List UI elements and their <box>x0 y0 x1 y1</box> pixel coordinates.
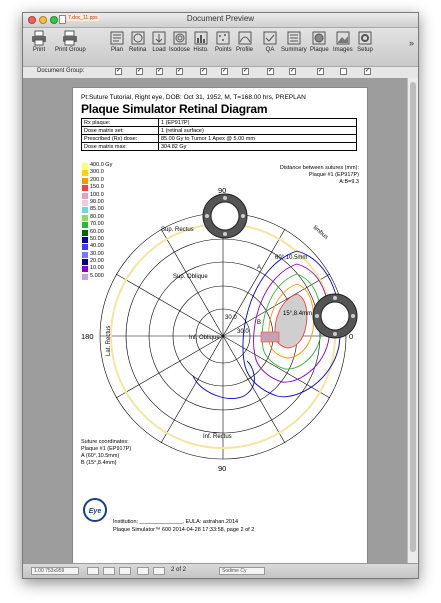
setup-icon <box>357 30 373 46</box>
group-checkbox-histo[interactable]: ✓ <box>201 68 207 74</box>
angle-label-top: 90 <box>218 186 227 195</box>
report-page: Pt:Suture Tutorial, Right eye, DOB: Oct 31, 1952, M, T=168.00 hrs, PREPLAN Plaque Simulator Retinal Diagram Rx plaque: 1 (EP917P) Dose matrix set: 1 (retinal surface) Prescribed (Rx) dose: 85.00 Gy to Tumor 1 Apex @ 5.00 mm Dose matrix max: 304.82 Gy 90 90 180 0 Sup. Rectus Sup. Oblique Inf. Oblique Inf. Rectus Lat. Rectus limbus 30.0 30.0 60°,10.5mm 15°,8.4mm A B 400.0 Gy 300.0 200.0 150.0 100.0 90.00 85.00 80.00 70.00 60.00 50.00 40.00 30.00 20.00 10.00 5.000 Distance between sutures (mm): Plaque #1 (EP917P) A:B=9.3 Suture coordinates: Plaque #1 (EP917P) A (60°,10.5mm) B (15°,8.4mm) Eye Institution: ______________, EULA: astrahan.2014 Plaque Simulator™ 600 2014-04-28 17:33:58, page 2 of 2 <box>72 87 368 565</box>
table-row: Rx plaque: 1 (EP917P) <box>82 119 357 127</box>
retinal-diagram <box>77 156 363 486</box>
window-title: Document Preview <box>186 14 255 23</box>
ring-label-1: 30.0 <box>225 315 237 321</box>
suture-b-label: 15°,8.4mm <box>283 311 313 317</box>
setup-button[interactable]: Setup <box>357 30 373 53</box>
zoom-out-button[interactable] <box>87 567 99 575</box>
report-title: Plaque Simulator Retinal Diagram <box>81 102 268 116</box>
bottom-status-bar <box>23 563 418 579</box>
ring-label-2: 30.0 <box>237 329 249 335</box>
points-button[interactable]: Points <box>215 30 232 53</box>
group-checkbox-retina[interactable]: ✓ <box>137 68 143 74</box>
plaque-a-suture-ring <box>203 194 247 238</box>
angle-label-right: 0 <box>349 332 354 341</box>
label-lat-rectus: Lat. Rectus <box>106 325 112 356</box>
plan-info-table <box>81 118 357 151</box>
group-checkbox-isodose[interactable]: ✓ <box>177 68 183 74</box>
qa-icon <box>262 30 278 46</box>
label-inf-oblique: Inf. Oblique <box>189 335 220 341</box>
group-checkbox-images[interactable] <box>340 68 347 75</box>
plan-icon <box>109 30 125 46</box>
table-row: Dose matrix set: 1 (retinal surface) <box>82 127 357 135</box>
summary-button[interactable]: Summary <box>281 30 307 53</box>
retina-icon <box>130 30 146 46</box>
profile-icon <box>237 30 253 46</box>
suture-a-label: 60°,10.5mm <box>275 255 308 261</box>
isodose-button[interactable]: Isodose <box>169 30 190 53</box>
document-preview-window <box>22 12 419 579</box>
plaque-icon <box>311 30 327 46</box>
images-icon <box>335 30 351 46</box>
printer-icon <box>31 30 47 46</box>
print-button[interactable]: Print <box>31 30 47 53</box>
document-group-label: Document Group: <box>37 68 85 74</box>
units-popup[interactable]: Sodime Cy <box>219 567 265 575</box>
suture-a-mark: A <box>257 265 262 271</box>
group-checkbox-plaque[interactable]: ✓ <box>318 68 324 74</box>
qa-button[interactable]: QA <box>262 30 278 53</box>
load-icon <box>151 30 167 46</box>
retina-button[interactable]: Retina <box>129 30 146 53</box>
tumor-base <box>261 332 279 342</box>
title-bar <box>23 13 418 28</box>
zoom-in-button[interactable] <box>119 567 131 575</box>
group-checkbox-profile[interactable]: ✓ <box>243 68 249 74</box>
table-row: Prescribed (Rx) dose: 85.00 Gy to Tumor 1 Apex @ 5.00 mm <box>82 135 357 143</box>
toolbar <box>23 28 418 66</box>
plaque-button[interactable]: Plaque <box>310 30 329 53</box>
document-tab-name: 7.doc_11.pps <box>68 15 98 21</box>
vertical-scrollbar[interactable] <box>407 78 419 563</box>
eye-physics-logo: Eye <box>83 498 107 522</box>
histogram-icon <box>193 30 209 46</box>
report-footer: Institution: ______________, EULA: astrahan.2014 Plaque Simulator™ 600 2014-04-28 17:33:58, page 2 of 2 <box>113 519 255 533</box>
label-sup-rectus: Sup. Rectus <box>161 227 194 233</box>
group-checkbox-plan[interactable]: ✓ <box>116 68 122 74</box>
label-limbus: limbus <box>311 224 329 241</box>
group-checkbox-setup[interactable]: ✓ <box>365 68 371 74</box>
angle-label-bottom: 90 <box>218 464 227 473</box>
label-sup-oblique: Sup. Oblique <box>173 274 208 280</box>
prev-page-button[interactable] <box>137 567 149 575</box>
toolbar-overflow-button[interactable]: » <box>408 38 414 48</box>
print-group-icon <box>62 30 78 46</box>
load-button[interactable]: Load <box>151 30 167 53</box>
zoom-fit-button[interactable] <box>103 567 115 575</box>
images-button[interactable]: Images <box>333 30 353 53</box>
scrollbar-thumb[interactable] <box>410 82 416 552</box>
print-group-button[interactable]: Print Group <box>55 30 86 53</box>
zoom-size-field[interactable]: 1.00 753x959 <box>31 567 79 575</box>
suture-distance-info: Distance between sutures (mm): Plaque #1 (EP917P) A:B=9.3 <box>279 165 359 185</box>
group-checkbox-qa[interactable]: ✓ <box>268 68 274 74</box>
summary-icon <box>286 30 302 46</box>
group-checkbox-points[interactable]: ✓ <box>222 68 228 74</box>
points-icon <box>215 30 231 46</box>
profile-button[interactable]: Profile <box>236 30 253 53</box>
patient-header: Pt:Suture Tutorial, Right eye, DOB: Oct 31, 1952, M, T=168.00 hrs, PREPLAN <box>81 94 306 101</box>
plan-button[interactable]: Plan <box>109 30 125 53</box>
suture-b-mark: B <box>257 320 262 326</box>
histogram-button[interactable]: Histo. <box>193 30 209 53</box>
polar-grid <box>100 213 346 459</box>
group-checkbox-load[interactable]: ✓ <box>157 68 163 74</box>
group-checkbox-summary[interactable]: ✓ <box>290 68 296 74</box>
suture-coordinates: Suture coordinates: Plaque #1 (EP917P) A (60°,10.5mm) B (15°,8.4mm) <box>81 439 132 466</box>
page-indicator: 2 of 2 <box>171 567 187 573</box>
isodose-icon <box>172 30 188 46</box>
angle-label-left: 180 <box>81 332 94 341</box>
next-page-button[interactable] <box>153 567 165 575</box>
label-inf-rectus: Inf. Rectus <box>203 434 232 440</box>
table-row: Dose matrix max: 304.82 Gy <box>82 143 357 151</box>
